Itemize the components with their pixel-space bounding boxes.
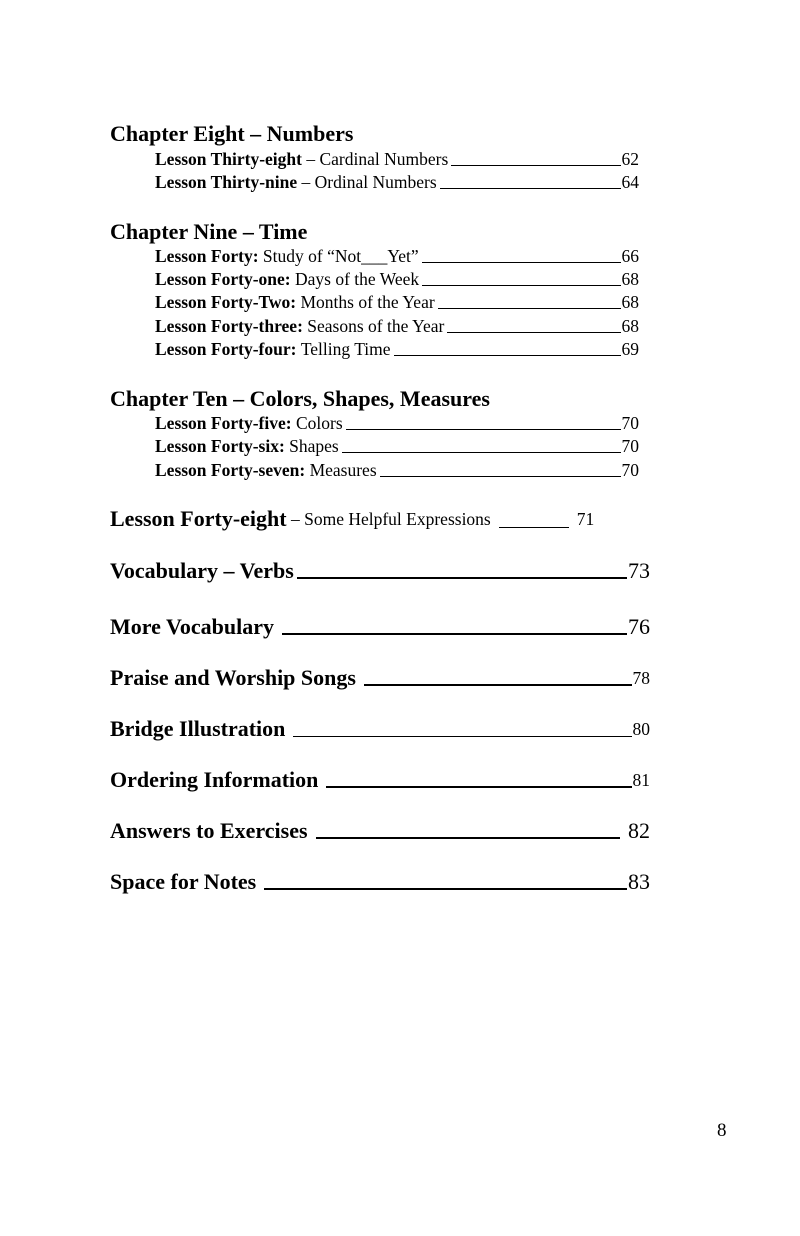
lesson-name: Lesson Forty-four: — [155, 339, 297, 359]
lesson-name: Lesson Forty-five: — [155, 413, 292, 433]
toc-entry-bridge-illustration[interactable] — [110, 716, 650, 742]
leader-line — [451, 165, 620, 166]
lesson-name: Lesson Forty-seven: — [155, 460, 306, 480]
leader-line — [346, 429, 621, 430]
toc-entry-ordering-information[interactable] — [110, 767, 650, 793]
lesson-name: Lesson Forty: — [155, 246, 259, 266]
leader-line — [293, 736, 631, 737]
toc-entry-lesson-45[interactable] — [155, 413, 639, 434]
page-ref: 70 — [621, 460, 639, 480]
lesson-name: Lesson Forty-eight — [110, 506, 287, 531]
leader-line — [316, 837, 620, 839]
page-ref: 68 — [621, 292, 639, 312]
lesson-name: Lesson Forty-Two: — [155, 292, 297, 312]
toc-entry-lesson-44[interactable] — [155, 339, 639, 360]
page-ref: 70 — [621, 436, 639, 456]
leader-line — [440, 188, 621, 189]
lesson-sep: – — [297, 172, 315, 192]
leader-line — [326, 786, 631, 788]
lesson-desc: Seasons of the Year — [307, 316, 445, 336]
leader-line — [264, 888, 627, 890]
toc-entry-notes[interactable] — [110, 869, 650, 895]
page-ref: 78 — [632, 668, 650, 688]
lesson-desc: Measures — [309, 460, 377, 480]
toc-entry-lesson-38[interactable] — [155, 149, 639, 170]
lesson-desc: Some Helpful Expressions — [304, 509, 491, 529]
leader-line — [447, 332, 620, 333]
leader-line — [380, 476, 621, 477]
lesson-desc: Telling Time — [300, 339, 391, 359]
toc-entry-praise-songs[interactable] — [110, 665, 650, 691]
section-title: Bridge Illustration — [110, 716, 286, 741]
page-ref: 62 — [621, 149, 639, 169]
lesson-name: Lesson Thirty-nine — [155, 172, 298, 192]
lesson-desc: Colors — [295, 413, 343, 433]
toc-entry-lesson-46[interactable] — [155, 436, 639, 457]
lesson-desc: Days of the Week — [294, 269, 420, 289]
page-ref: 81 — [632, 770, 650, 790]
leader-line — [422, 285, 620, 286]
lesson-desc: Months of the Year — [300, 292, 435, 312]
page-ref: 66 — [621, 246, 639, 266]
chapter-nine-heading: Chapter Nine – Time — [110, 219, 308, 244]
leader-line — [499, 527, 569, 528]
page-ref: 69 — [621, 339, 639, 359]
toc-entry-lesson-41[interactable] — [155, 269, 639, 290]
lesson-sep: – — [286, 509, 305, 529]
section-title: More Vocabulary — [110, 614, 274, 639]
lesson-name: Lesson Forty-six: — [155, 436, 285, 456]
page-ref: 68 — [621, 269, 639, 289]
leader-line — [364, 684, 632, 686]
section-title: Answers to Exercises — [110, 818, 308, 843]
chapter-ten-heading: Chapter Ten – Colors, Shapes, Measures — [110, 386, 490, 411]
toc-entry-more-vocabulary[interactable] — [110, 614, 650, 640]
leader-line — [297, 577, 627, 579]
toc-entry-lesson-42[interactable] — [155, 292, 639, 313]
leader-line — [342, 452, 621, 453]
lesson-name: Lesson Forty-three: — [155, 316, 303, 336]
page-ref: 71 — [576, 509, 595, 529]
lesson-name: Lesson Thirty-eight — [155, 149, 302, 169]
section-title: Space for Notes — [110, 869, 257, 894]
leader-line — [438, 308, 621, 309]
leader-line — [394, 355, 621, 356]
toc-entry-vocabulary-verbs[interactable] — [110, 558, 650, 584]
lesson-desc: Cardinal Numbers — [319, 149, 449, 169]
leader-line — [422, 262, 621, 263]
page-ref: 68 — [621, 316, 639, 336]
page-ref: 82 — [628, 818, 650, 843]
toc-entry-lesson-40[interactable] — [155, 246, 639, 267]
page-ref: 73 — [628, 558, 650, 583]
section-title: Praise and Worship Songs — [110, 665, 356, 690]
chapter-eight-heading: Chapter Eight – Numbers — [110, 121, 354, 146]
page-ref: 70 — [621, 413, 639, 433]
toc-entry-lesson-47[interactable] — [155, 460, 639, 481]
lesson-name: Lesson Forty-one: — [155, 269, 291, 289]
section-title: Vocabulary – Verbs — [110, 558, 294, 583]
toc-entry-lesson-39[interactable] — [155, 172, 639, 193]
page-number: 8 — [717, 1120, 727, 1141]
lesson-desc: Ordinal Numbers — [314, 172, 437, 192]
page-ref: 76 — [628, 614, 650, 639]
page-ref: 80 — [632, 719, 650, 739]
leader-line — [282, 633, 627, 635]
lesson-desc: Study of “Not___Yet” — [262, 246, 419, 266]
lesson-sep: – — [301, 149, 320, 169]
section-title: Ordering Information — [110, 767, 319, 792]
toc-entry-lesson-43[interactable] — [155, 316, 639, 337]
toc-entry-lesson-48[interactable] — [110, 506, 644, 532]
page-ref: 64 — [621, 172, 639, 192]
toc-entry-answers[interactable] — [110, 818, 650, 844]
page-ref: 83 — [628, 869, 650, 894]
lesson-desc: Shapes — [289, 436, 339, 456]
